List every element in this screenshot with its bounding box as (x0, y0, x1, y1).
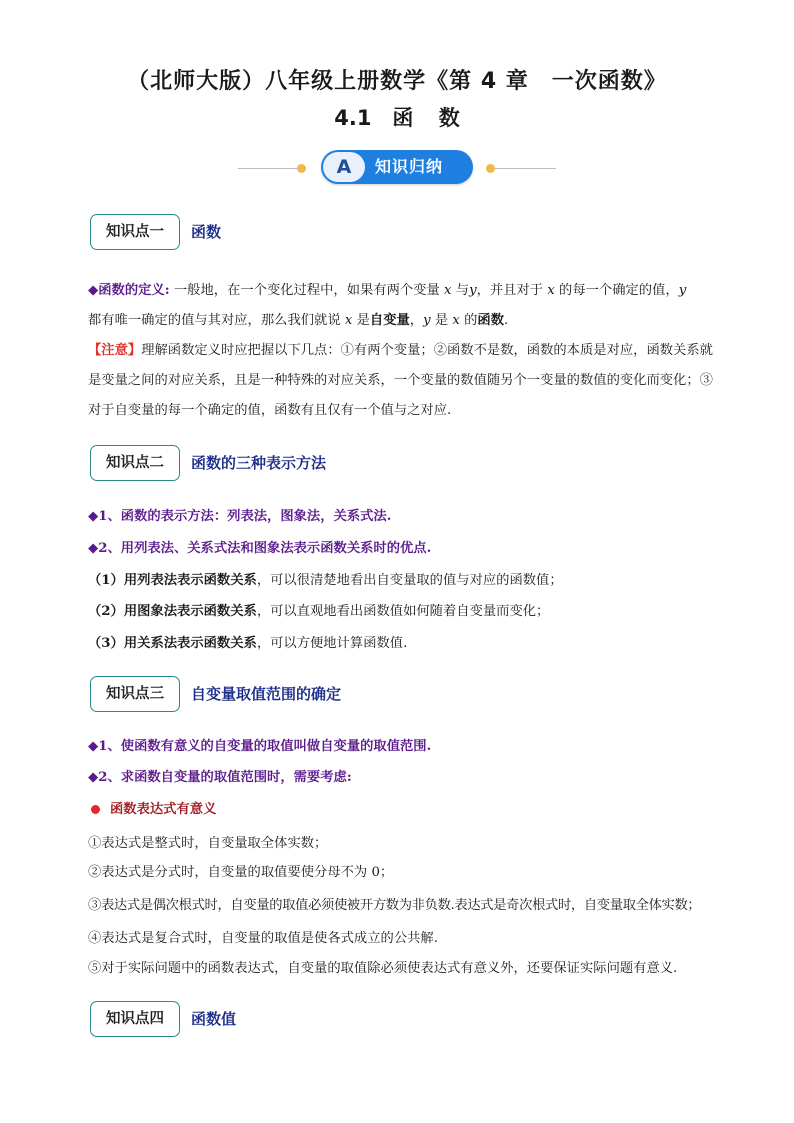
list-item: ◆1、函数的表示方法：列表法，图象法，关系式法. (88, 509, 392, 524)
knowledge-point-2-title: 函数的三种表示方法 (191, 454, 327, 472)
list-item: ①表达式是整式时，自变量取全体实数； (88, 836, 328, 851)
list-item: ②表达式是分式时，自变量的取值要使分母不为 0； (88, 865, 394, 880)
list-item: （1）用列表法表示函数关系，可以很清楚地看出自变量取的值与对应的函数值； (88, 573, 563, 588)
knowledge-point-4-badge: 知识点四 (90, 1001, 180, 1037)
knowledge-point-1-title: 函数 (191, 223, 222, 241)
knowledge-point-3-title: 自变量取值范围的确定 (191, 685, 342, 703)
banner-left-dot (297, 164, 306, 173)
definition-label: 函数的定义: (98, 283, 170, 298)
function-definition: ◆函数的定义: 一般地，在一个变化过程中，如果有两个变量 x 与y，并且对于 x 的每一个确定的值，y 都有唯一确定的值与其对应，那么我们就说 x 是自变量，y 是 x 的函数. (88, 283, 687, 328)
list-item: （2）用图象法表示函数关系，可以直观地看出函数值如何随着自变量而变化； (88, 604, 550, 619)
banner-right-line (494, 168, 556, 169)
note-text: 理解函数定义时应把握以下几点：①有两个变量；②函数不是数，函数的本质是对应，函数关系就是变量之间的对应关系，且是一种特殊的对应关系，一个变量的数值随另个一变量的数值的变化而变化；③对于自变量的每一个确定的值，函数有且仅有一个值与之对应. (88, 343, 713, 418)
knowledge-point-1-badge: 知识点一 (90, 214, 180, 250)
list-item: ◆1、使函数有意义的自变量的取值叫做自变量的取值范围. (88, 739, 432, 754)
banner-letter-badge: A (323, 152, 365, 182)
note-label: 【注意】 (88, 343, 142, 358)
banner-right-dot (486, 164, 495, 173)
list-item: ◆2、用列表法、关系式法和图象法表示函数关系时的优点. (88, 541, 432, 556)
list-item: 函数表达式有意义 (88, 799, 216, 821)
knowledge-point-2-badge: 知识点二 (90, 445, 180, 481)
document-title: （北师大版）八年级上册数学《第 4 章 一次函数》 (127, 69, 667, 94)
section-banner (0, 148, 794, 188)
definition-note (88, 336, 716, 426)
list-item: ③表达式是偶次根式时，自变量的取值必须使被开方数为非负数.表达式是奇次根式时，自变量取全体实数； (88, 898, 701, 913)
red-bullet-icon (91, 805, 100, 814)
banner-pill (321, 150, 473, 184)
list-item: ④表达式是复合式时，自变量的取值是使各式成立的公共解. (88, 931, 438, 946)
list-item: ◆2、求函数自变量的取值范围时，需要考虑: (88, 770, 352, 785)
knowledge-point-4-title: 函数值 (191, 1010, 237, 1028)
list-item: ⑤对于实际问题中的函数表达式，自变量的取值除必须使表达式有意义外，还要保证实际问题有意义. (88, 961, 678, 976)
banner-left-line (238, 168, 300, 169)
knowledge-point-3-badge: 知识点三 (90, 676, 180, 712)
banner-label: 知识归纳 (375, 157, 444, 176)
section-subtitle: 4.1 函 数 (334, 106, 460, 130)
list-item: （3）用关系法表示函数关系，可以方便地计算函数值. (88, 636, 408, 651)
